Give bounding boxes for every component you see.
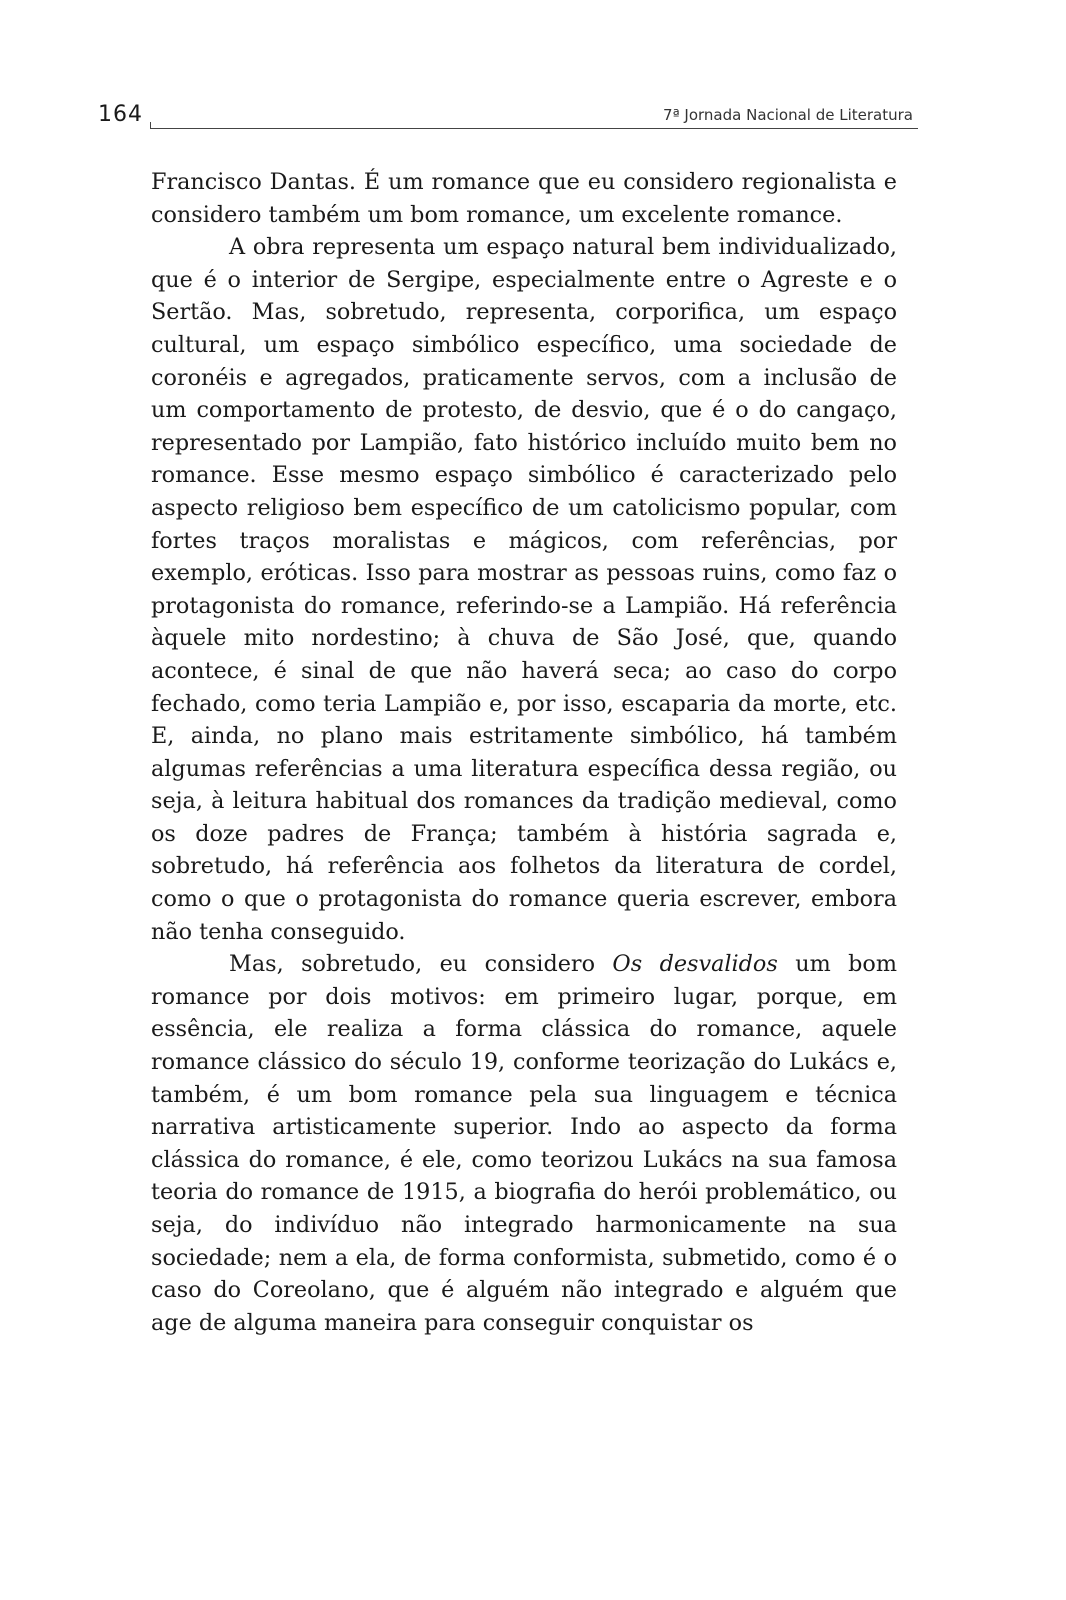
running-title: 7ª Jornada Nacional de Literatura	[663, 106, 913, 124]
paragraph-3	[151, 948, 897, 1339]
page-header	[98, 102, 918, 132]
paragraph-2: A obra representa um espaço natural bem individualizado, que é o interior de Sergipe, especialmente entre o Agreste e o Sertão. Mas, sobretudo, representa, corporifica, um espaço cultural, um espaço simbólico específico, uma sociedade de coronéis e agregados, praticamente servos, com a inclusão de um comportamento de protesto, de desvio, que é o do cangaço, representado por Lampião, fato histórico incluído muito bem no romance. Esse mesmo espaço simbólico é caracterizado pelo aspecto religioso bem específico de um catolicismo popular, com fortes traços moralistas e mágicos, com referências, por exemplo, eróticas. Isso para mostrar as pessoas ruins, como faz o protagonista do romance, referindo-se a Lampião. Há referência àquele mito nordestino; à chuva de São José, que, quando acontece, é sinal de que não haverá seca; ao caso do corpo fechado, como teria Lampião e, por isso, escaparia da morte, etc. E, ainda, no plano mais estritamente simbólico, há também algumas referências a uma literatura específica dessa região, ou seja, à leitura habitual dos romances da tradição medieval, como os doze padres de França; também à história sagrada e, sobretudo, há referência aos folhetos da literatura de cordel, como o que o protagonista do romance queria escrever, embora não tenha conseguido.	[151, 234, 897, 945]
body-text	[151, 166, 897, 1339]
page-number: 164	[98, 102, 143, 127]
book-title: Os desvalidos	[612, 951, 778, 978]
paragraph-3-start: Mas, sobretudo, eu considero	[229, 951, 613, 978]
paragraph-3-rest: um bom romance por dois motivos: em primeiro lugar, porque, em essência, ele realiza a forma clássica do romance, aquele romance clássico do século 19, conforme teorização do Lukács e, também, é um bom romance pela sua linguagem e técnica narrativa artisticamente superior. Indo ao aspecto da forma clássica do romance, é ele, como teorizou Lukács na sua famosa teoria do romance de 1915, a biografia do herói problemático, ou seja, do indivíduo não integrado harmonicamente na sua sociedade; nem a ela, de forma conformista, submetido, como é o caso do Coreolano, que é alguém não integrado e alguém que age de alguma maneira para conseguir conquistar os	[151, 951, 897, 1336]
header-rule	[150, 128, 918, 129]
paragraph-1: Francisco Dantas. É um romance que eu considero regionalista e considero também um bom romance, um excelente romance.	[151, 169, 897, 228]
